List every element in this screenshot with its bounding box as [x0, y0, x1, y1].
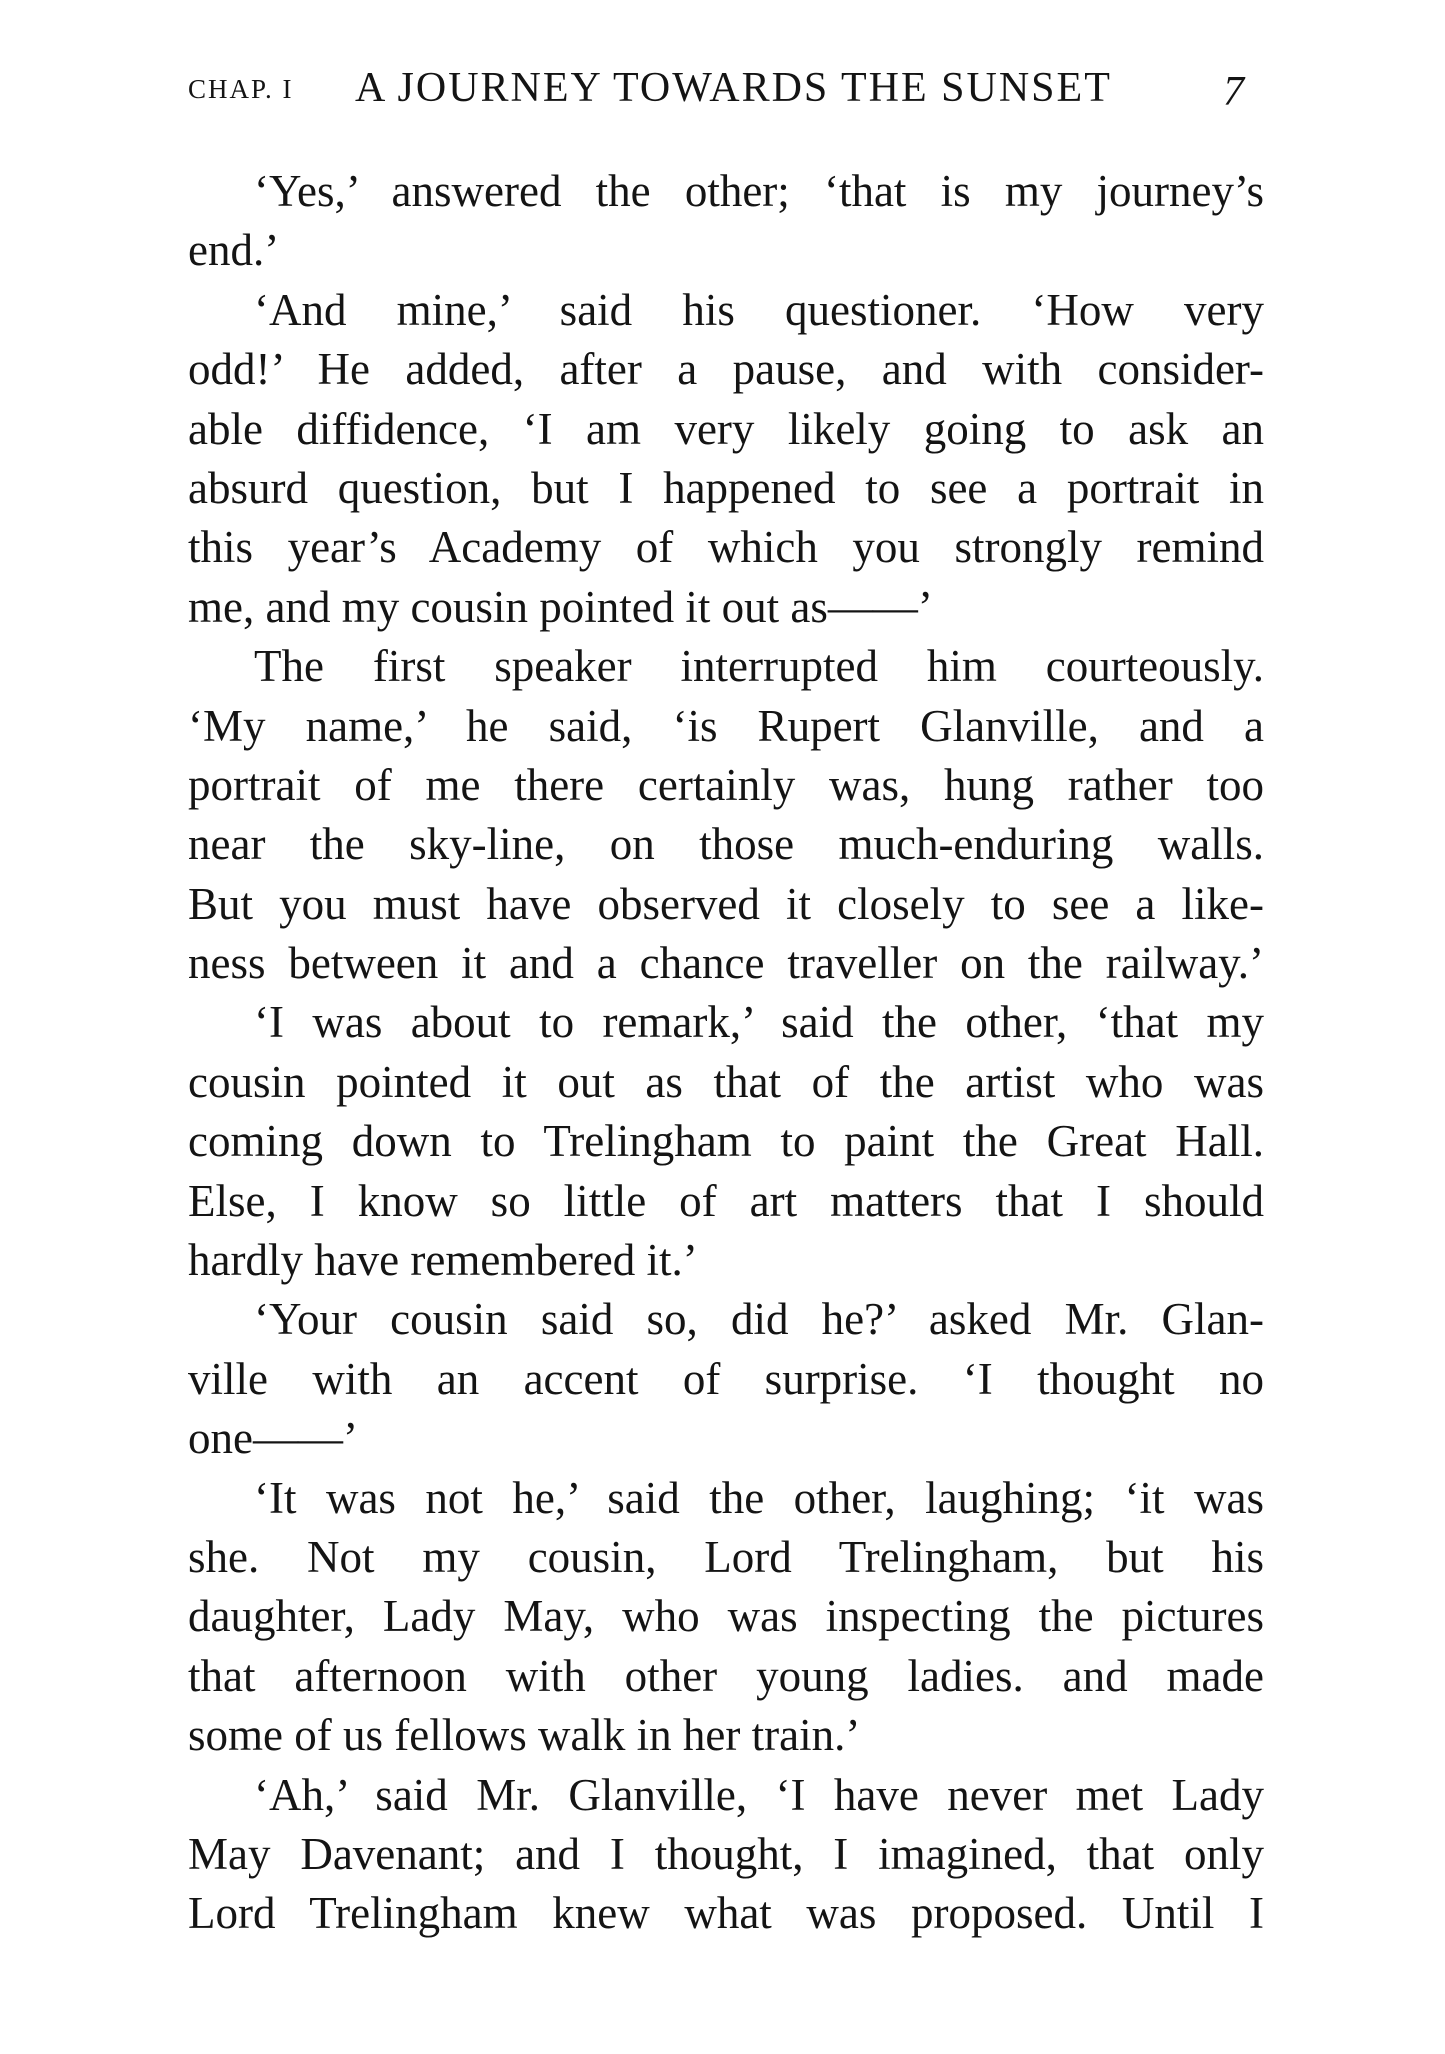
text-line: me, and my cousin pointed it out as——’	[188, 581, 933, 632]
text-line: ness between it and a chance traveller on the railway.’	[188, 938, 1264, 989]
running-head	[188, 64, 1268, 124]
text-line: ‘I was about to remark,’ said the other, ‘that my	[254, 997, 1264, 1048]
text-line: Lord Trelingham knew what was proposed. Until I	[188, 1888, 1264, 1939]
text-line: able diffidence, ‘I am very likely going to ask an	[188, 403, 1264, 454]
text-line: Else, I know so little of art matters that I should	[188, 1175, 1264, 1226]
text-line: ‘It was not he,’ said the other, laughing; ‘it was	[254, 1472, 1264, 1523]
text-line: cousin pointed it out as that of the artist who was	[188, 1056, 1264, 1107]
text-line: ville with an accent of surprise. ‘I thought no	[188, 1353, 1264, 1404]
chapter-label: CHAP. I	[188, 74, 294, 104]
text-line: ‘Ah,’ said Mr. Glanville, ‘I have never met Lady	[254, 1769, 1264, 1820]
text-line: odd!’ He added, after a pause, and with consider-	[188, 344, 1264, 395]
running-title: A JOURNEY TOWARDS THE SUNSET	[355, 65, 1112, 111]
text-line: But you must have observed it closely to see a like-	[188, 878, 1264, 929]
text-line: some of us fellows walk in her train.’	[188, 1710, 861, 1761]
text-line: ‘Yes,’ answered the other; ‘that is my journey’s	[254, 166, 1264, 216]
text-line: ‘Your cousin said so, did he?’ asked Mr. Glan-	[254, 1294, 1264, 1345]
text-line: May Davenant; and I thought, I imagined, that only	[188, 1828, 1264, 1879]
text-line: absurd question, but I happened to see a portrait in	[188, 462, 1264, 513]
text-line: ‘My name,’ he said, ‘is Rupert Glanville, and a	[188, 700, 1264, 751]
text-line: daughter, Lady May, who was inspecting the pictures	[188, 1591, 1264, 1642]
text-line: one——’	[188, 1413, 358, 1464]
text-line: The first speaker interrupted him courteously.	[254, 641, 1264, 692]
text-line: this year’s Academy of which you strongly remind	[188, 522, 1264, 573]
body-text	[188, 162, 1264, 1944]
text-line: she. Not my cousin, Lord Trelingham, but his	[188, 1531, 1264, 1582]
text-line: hardly have remembered it.’	[188, 1235, 698, 1286]
text-line: coming down to Trelingham to paint the Great Hall.	[188, 1116, 1264, 1167]
text-line: portrait of me there certainly was, hung rather too	[188, 759, 1264, 810]
text-line: ‘And mine,’ said his questioner. ‘How very	[254, 284, 1264, 335]
page-number: 7	[1223, 69, 1244, 115]
text-line: that afternoon with other young ladies. and made	[188, 1650, 1264, 1701]
text-line: near the sky-line, on those much-enduring walls.	[188, 819, 1264, 870]
text-line: end.’	[188, 225, 280, 276]
